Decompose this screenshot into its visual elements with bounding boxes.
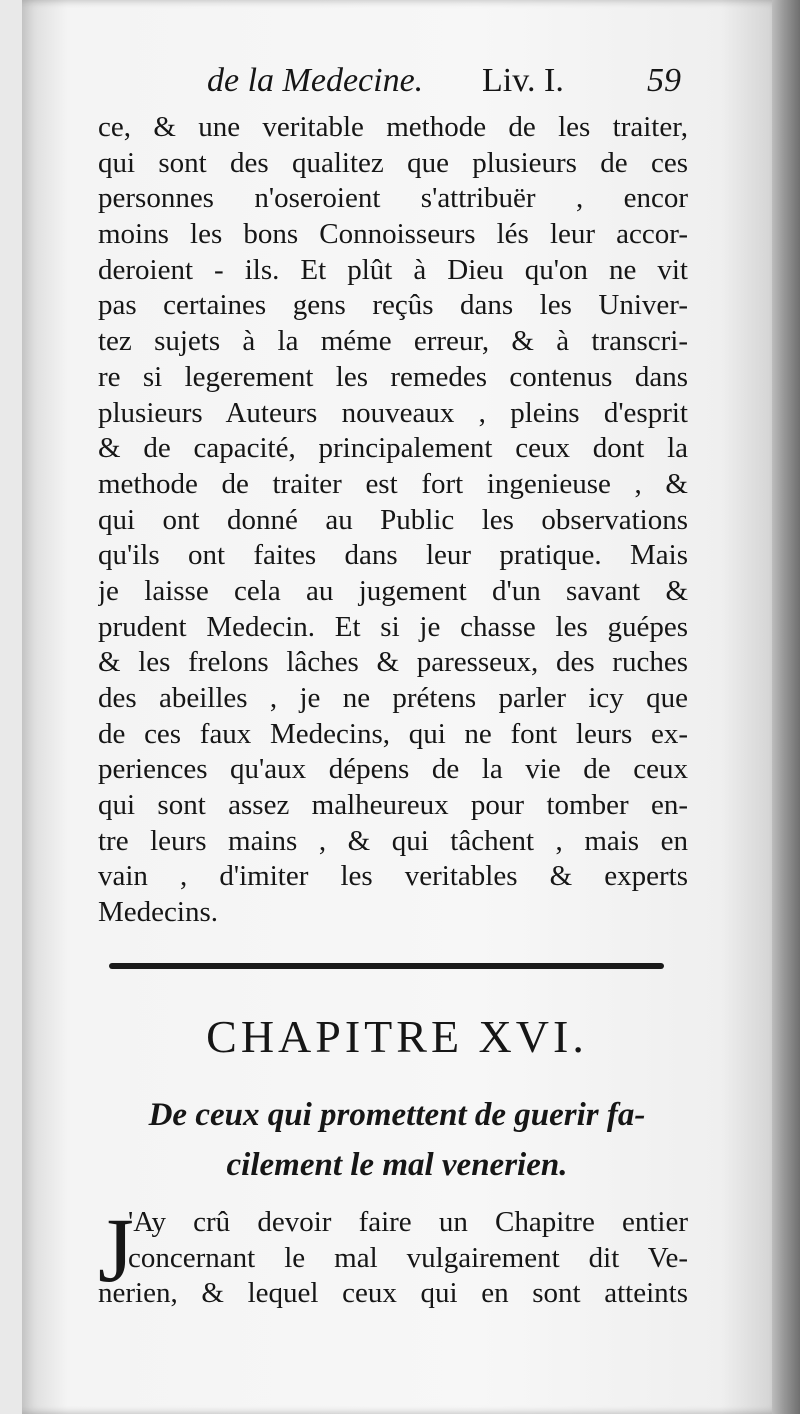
text-line: je laisse cela au jugement d'un savant & [98,574,688,607]
page-number: 59 [647,62,681,99]
text-line: prudent Medecin. Et si je chasse les guépes [98,610,688,643]
text-line: qui ont donné au Public les observations [98,503,688,536]
text-line: re si legerement les remedes contenus dans [98,360,688,393]
text-line: de ces faux Medecins, qui ne font leurs ex- [98,717,688,750]
page-edge-shadow [772,0,800,1414]
book-page [22,0,782,1414]
text-line: personnes n'oseroient s'attribuër , encor [98,182,688,215]
text-line: deroient - ils. Et plût à Dieu qu'on ne vit [98,253,688,286]
chapter-subtitle-line: cilement le mal venerien. [226,1147,568,1183]
horizontal-rule [109,963,664,969]
text-line: & les frelons lâches & paresseux, des ruches [98,646,688,679]
page-header [207,62,707,112]
text-line: plusieurs Auteurs nouveaux , pleins d'esprit [98,396,688,429]
text-line: tez sujets à la méme erreur, & à transcri- [98,325,688,358]
text-line: tre leurs mains , & qui tâchent , mais en [98,824,688,857]
text-line: qui sont assez malheureux pour tomber en- [98,789,688,822]
text-line: periences qu'aux dépens de la vie de ceux [98,753,688,786]
text-line: qu'ils ont faites dans leur pratique. Mais [98,539,688,572]
text-line: Medecins. [98,896,218,929]
running-title: de la Medecine. [207,62,424,99]
text-line: methode de traiter est fort ingenieuse , & [98,467,688,500]
text-line: des abeilles , je ne prétens parler icy que [98,682,688,714]
opening-paragraph [98,1199,688,1312]
text-line: moins les bons Connoisseurs lés leur accor- [98,218,688,251]
text-line: nerien, & lequel ceux qui en sont atteints [98,1277,688,1310]
book-reference: Liv. I. [482,62,564,99]
text-line: pas certaines gens reçûs dans les Univer- [98,289,688,322]
body-text [98,110,688,931]
chapter-subtitle [92,1090,702,1190]
drop-cap: J [98,1199,134,1301]
text-line: qui sont des qualitez que plusieurs de ces [98,146,688,179]
chapter-title: CHAPITRE XVI. [206,1011,588,1062]
text-line: concernant le mal vulgairement dit Ve- [128,1241,688,1274]
chapter-subtitle-line: De ceux qui promettent de guerir fa- [148,1097,646,1133]
text-line: & de capacité, principalement ceux dont la [98,432,688,465]
text-line: 'Ay crû devoir faire un Chapitre entier [128,1206,688,1238]
text-line: vain , d'imiter les veritables & experts [98,860,688,893]
text-line: ce, & une veritable methode de les traiter, [98,111,688,143]
